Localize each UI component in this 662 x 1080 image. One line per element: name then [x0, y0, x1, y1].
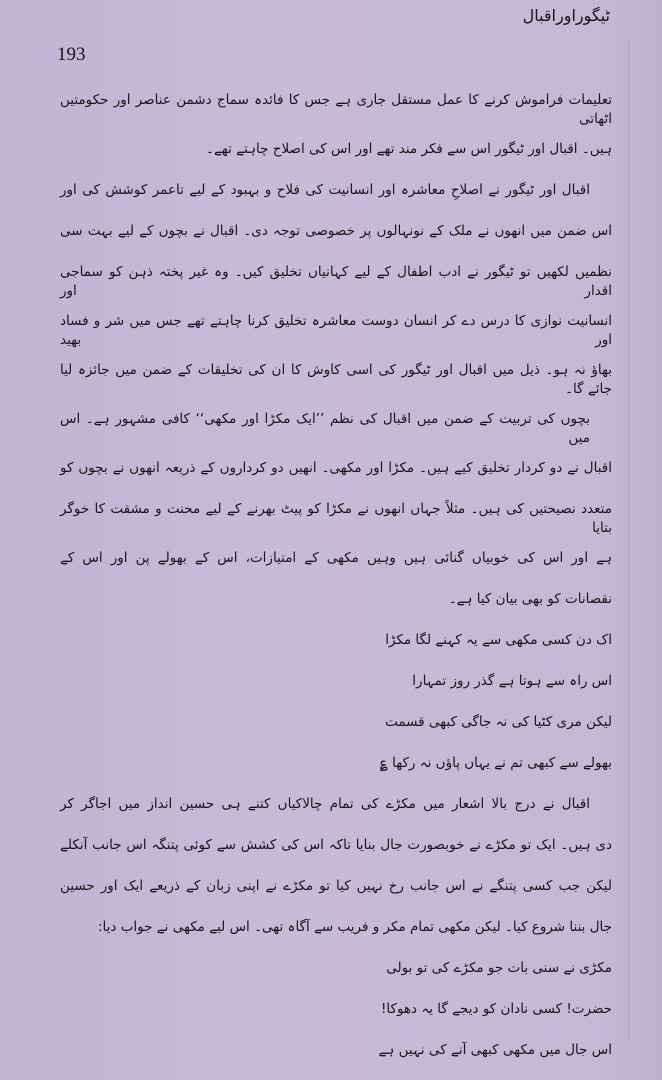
page-edge-divider — [628, 40, 629, 1040]
running-title: ٹیگوراوراقبال — [522, 6, 610, 25]
text-line: اقبال نے درج بالا اشعار میں مکڑے کی تمام چالاکیاں کتنے ہی حسین انداز میں اجاگر کر — [60, 796, 590, 812]
poem-line: لیکن مری کٹیا کی نہ جاگی کبھی قسمت — [385, 714, 612, 730]
text-line: ہے اور اس کی خوبیاں گنائی ہیں وہیں مکھی کے امتیازات، اس کے بھولے پن اور اس کے — [60, 550, 612, 566]
text-line: اقبال اور ٹیگور نے اصلاحِ معاشرہ اور انسانیت کی فلاح و بہبود کے لیے تاعمر کوشش کی اور — [60, 182, 590, 198]
text-line: اقبال نے دو کردار تخلیق کیے ہیں۔ مکڑا اور مکھی۔ انھیں دو کرداروں کے ذریعہ انھوں نے بچوں کو — [60, 460, 612, 476]
text-line: جال بننا شروع کیا۔ لیکن مکھی تمام مکر و فریب سے آگاہ تھی۔ اس لیے مکھی نے جواب دیا: — [97, 919, 612, 935]
text-line: دی ہیں۔ ایک تو مکڑے نے خوبصورت جال بنایا تاکہ اس کی کشش سے کوئی پتنگہ اس جانب آنکلے — [60, 837, 612, 853]
poem-line: اس راہ سے ہوتا ہے گذر روز تمہارا — [412, 673, 612, 689]
text-line: تعلیمات فراموش کرنے کا عمل مستقل جاری ہے جس کا فائدہ سماج دشمن عناصر اور حکومتیں اٹھاتی — [60, 92, 612, 127]
poem-line: اس جال میں مکھی کبھی آنے کی نہیں ہے — [378, 1042, 612, 1058]
text-line: بھاؤ نہ ہو۔ ذیل میں اقبال اور ٹیگور کی اسی کاوش کا ان کی تخلیقات کے ضمن میں جائزہ لیا جائے گا۔ — [60, 362, 612, 397]
poem-line: مکڑی نے سنی بات جو مکڑے کی تو بولی — [386, 960, 612, 976]
text-line: ہیں۔ اقبال اور ٹیگور اس سے فکر مند تھے اور اس کی اصلاح چاہتے تھے۔ — [206, 141, 612, 157]
text-line: نظمیں لکھیں تو ٹیگور نے ادب اطفال کے لیے کہانیاں تخلیق کیں۔ وہ غیر پختہ ذہن کو سماجی اقدار اور — [60, 264, 612, 299]
text-line: نقصانات کو بھی بیان کیا ہے۔ — [448, 591, 612, 607]
page-body — [60, 80, 612, 1071]
poem-line: بھولے سے کبھی تم نے یہاں پاؤں نہ رکھا ؏ — [379, 755, 612, 771]
text-line: انسانیت نوازی کا درس دے کر انسان دوست معاشرہ تخلیق کرنا چاہتے تھے جس میں شر و فساد اور بھید — [60, 313, 612, 348]
text-line: بچوں کی تربیت کے ضمن میں اقبال کی نظم ’’ایک مکڑا اور مکھی‘‘ کافی مشہور ہے۔ اس میں — [60, 411, 590, 446]
poem-line: اک دن کسی مکھی سے یہ کہنے لگا مکڑا — [385, 632, 612, 648]
text-line: متعدد نصیحتیں کی ہیں۔ مثلاً جہاں انھوں نے مکڑا کو پیٹ بھرنے کے لیے محنت و مشقت کا خوگر بتایا — [60, 501, 612, 536]
poem-line: حضرت! کسی نادان کو دیجے گا یہ دھوکا! — [381, 1001, 612, 1017]
text-line: اس ضمن میں انھوں نے ملک کے نونہالوں پر خصوصی توجہ دی۔ اقبال نے بچوں کے لیے بہت سی — [60, 223, 612, 239]
text-line: لیکن جب کسی پتنگے نے اس جانب رخ نہیں کیا تو مکڑے نے اپنی زبان کے ذریعے ایک اور حسین — [60, 878, 612, 894]
page-number: 193 — [57, 44, 86, 65]
